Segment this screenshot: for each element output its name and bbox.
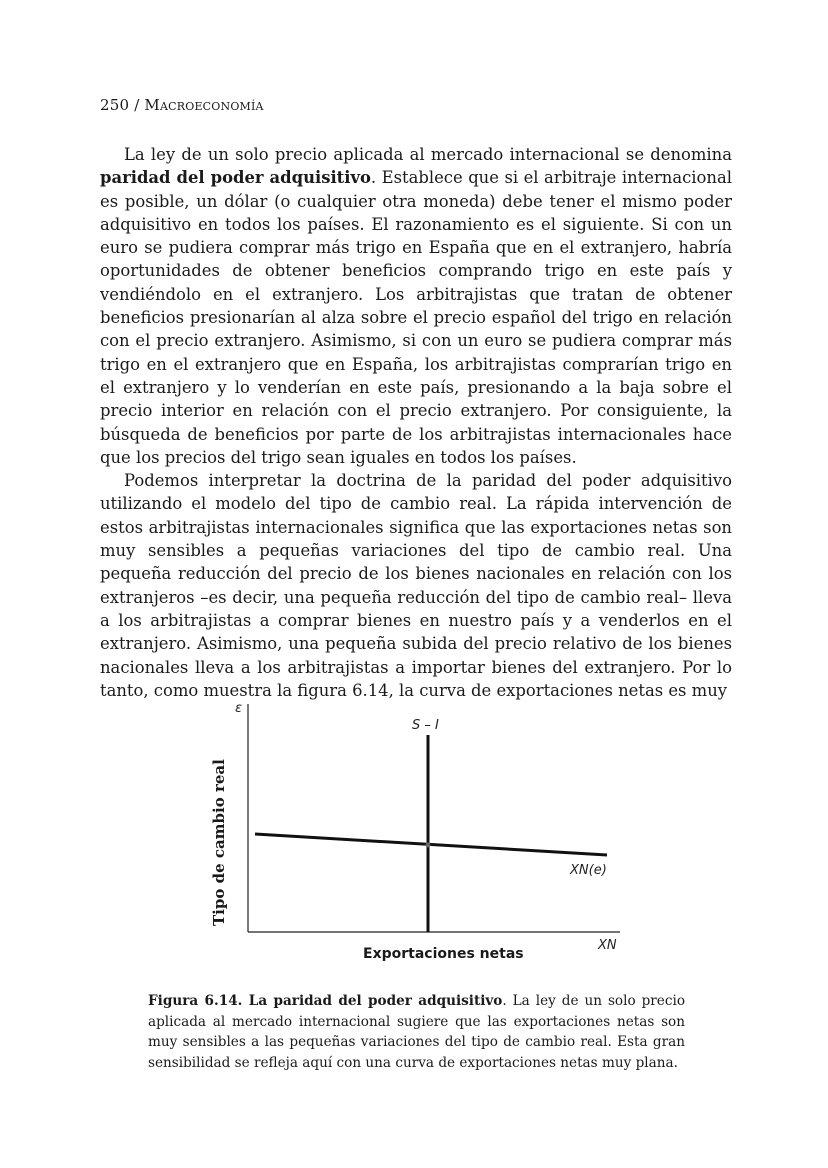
- y-axis-label: Tipo de cambio real: [210, 759, 228, 926]
- paragraph-1-rest: . Establece que si el arbitraje internacional es posible, un dólar (o cualquier otra moneda) debe tener el mismo poder adquisitivo en todos los países. El razonamiento es el siguiente. Si con un euro se pudiera comprar más trigo en España que en el extranjero, habría oportunidades de obtener beneficios comprando trigo en este país y vendiéndolo en el extranjero. Los arbitrajistas que tratan de obtener beneficios presionarían al alza sobre el precio español del trigo en relación con el precio extranjero. Asimismo, si con un euro se pudiera comprar más trigo en el extranjero que en España, los arbitrajistas comprarían trigo en el extranjero y lo venderían en este país, presionando a la baja sobre el precio interior en relación con el precio extranjero. Por consiguiente, la búsqueda de beneficios por parte de los arbitrajistas internacionales hace que los precios del trigo sean iguales en todos los países.: [100, 168, 732, 467]
- figure-6-14: [200, 690, 640, 980]
- y-axis-symbol: ε: [235, 701, 243, 716]
- body-text: [100, 143, 732, 702]
- x-axis-label: Exportaciones netas: [363, 946, 524, 962]
- term-ppa: paridad del poder adquisitivo: [100, 168, 371, 188]
- page-number: 250 /: [100, 96, 140, 114]
- caption-text: . La ley de un solo precio aplicada al mercado internacional sugiere que las exportaciones netas son muy sensibles a las pequeñas variaciones del tipo de cambio real. Esta gran sensibilidad se refleja aquí con una curva de exportaciones netas muy plana.: [148, 993, 686, 1071]
- x-axis-symbol: XN: [598, 938, 617, 953]
- page-header: [100, 96, 264, 114]
- net-exports-curve: [255, 834, 607, 855]
- paragraph-2: Podemos interpretar la doctrina de la paridad del poder adquisitivo utilizando el modelo del tipo de cambio real. La rápida intervención de estos arbitrajistas internacionales significa que las exportaciones netas son muy sensibles a pequeñas variaciones del tipo de cambio real. Una pequeña reducción del precio de los bienes nacionales en relación con los extranjeros –es decir, una pequeña reducción del tipo de cambio real– lleva a los arbitrajistas a comprar bienes en nuestro país y a venderlos en el extranjero. Asimismo, una pequeña subida del precio relativo de los bienes nacionales lleva a los arbitrajistas a importar bienes del extranjero. Por lo tanto, como muestra la figura 6.14, la curva de exportaciones netas es muy: [100, 471, 732, 700]
- figure-diagram: [200, 690, 640, 980]
- book-title: Macroeconomía: [144, 96, 264, 114]
- figure-caption: [148, 991, 685, 1073]
- paragraph-1: [100, 143, 732, 469]
- equilibrium-point: [426, 843, 431, 848]
- caption-title: Figura 6.14. La paridad del poder adquisitivo: [148, 993, 503, 1009]
- s-minus-i-label: S – I: [412, 718, 439, 733]
- xn-e-label: XN(e): [570, 863, 607, 878]
- paragraph-1-lead: La ley de un solo precio aplicada al mercado internacional se denomina: [124, 145, 732, 164]
